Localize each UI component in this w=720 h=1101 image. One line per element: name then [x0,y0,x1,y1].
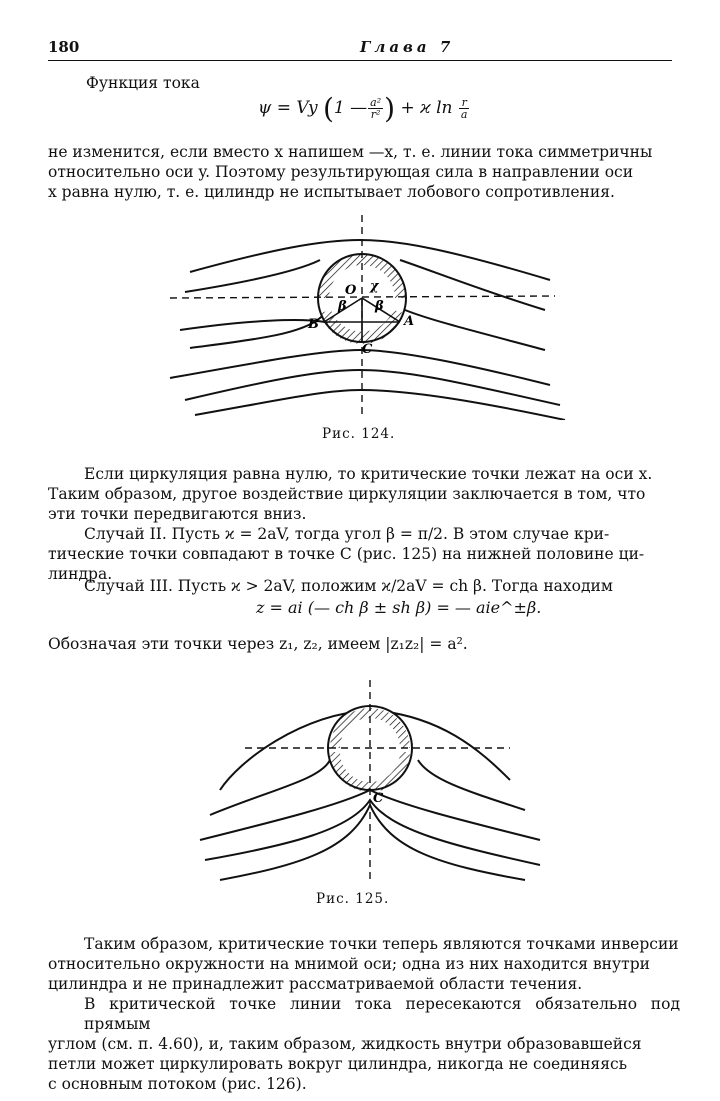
streamline [185,260,320,292]
paragraph-1 [48,142,680,202]
paragraph-line: углом (см. п. 4.60), и, таким образом, жидкость внутри образовавшейся [48,1035,642,1053]
paragraph-4: Случай III. Пусть ϰ > 2aV, положим ϰ/2aV = ch β. Тогда находим [84,577,613,595]
label-C: C [373,791,384,806]
fraction-numerator: a² [370,96,382,109]
streamline [418,760,525,810]
paragraph-line: цилиндра и не принадлежит рассматриваемой области течения. [48,975,583,993]
formula-mid: + ϰ ln [400,98,453,118]
streamline [220,805,525,880]
figure-125-caption: Рис. 125. [316,891,390,907]
stream-function-formula: ψ = Vy (1 — $\frac{\text{a²}}{\text{r²}}$ ) + ϰ ln $\frac{r}{a}$ [258,92,468,125]
paragraph-line: эти точки передвигаются вниз. [48,505,307,523]
page-number: 180 [48,38,80,56]
paragraph-line: относительно окружности на мнимой оси; одна из них находится внутри [48,955,650,973]
paragraph-line: Таким образом, критические точки теперь являются точками инверсии [84,935,679,953]
page-header [48,38,672,61]
figure-124-caption: Рис. 124. [322,426,396,442]
figure-125 [180,680,550,885]
paragraph-7 [48,994,680,1094]
formula-fraction-2 [459,97,470,120]
fraction2-numerator: r [459,97,470,109]
critical-points-formula: z = ai (— ch β ± sh β) = — aie^±β. [256,598,542,617]
label-beta-left: β [338,299,347,314]
paragraph-line: В критической точке линии тока пересекаются обязательно под прямым [84,995,680,1033]
intro-label: Функция тока [86,74,200,92]
figure-124 [150,210,580,420]
streamline [405,310,545,350]
streamline [180,320,325,330]
paragraph-line: Таким образом, другое воздействие циркуляции заключается в том, что [48,485,646,503]
fraction-denominator: r² [370,108,381,121]
paragraph-line: с основным потоком (рис. 126). [48,1075,307,1093]
streamline [170,350,550,385]
label-O: O [345,283,357,298]
paragraph-line: x равна нулю, т. е. цилиндр не испытывает лобового сопротивления. [48,183,615,201]
formula-lhs: ψ = Vy [258,98,318,118]
paragraph-2 [48,464,680,524]
label-C: C [362,342,373,357]
fraction2-denominator: a [460,108,468,121]
label-B: B [308,317,319,332]
paragraph-6 [48,934,680,994]
paragraph-line: Случай II. Пусть ϰ = 2aV, тогда угол β = π/2. В этом случае кри- [84,525,610,543]
paragraph-line: петли может циркулировать вокруг цилиндра, никогда не соединяясь [48,1055,628,1073]
streamline [210,760,330,815]
paragraph-line: относительно оси y. Поэтому результирующая сила в направлении оси [48,163,634,181]
formula-fraction [368,97,383,120]
label-A: A [404,314,415,329]
label-chi: χ [370,279,379,294]
streamline [185,370,560,405]
paragraph-line: линдра. [48,565,113,583]
paragraph-5: Обозначая эти точки через z₁, z₂, имеем |z₁z₂| = a². [48,635,468,653]
paragraph-line: не изменится, если вместо x напишем —x, т. е. линии тока симметричны [48,143,653,161]
paragraph-line: Если циркуляция равна нулю, то критические точки лежат на оси x. [84,465,653,483]
paragraph-3 [48,524,680,584]
label-beta-right: β [375,299,384,314]
chapter-title: Глава 7 [360,38,455,56]
streamline [400,260,545,310]
paragraph-line: тические точки совпадают в точке C (рис. 125) на нижней половине ци- [48,545,645,563]
